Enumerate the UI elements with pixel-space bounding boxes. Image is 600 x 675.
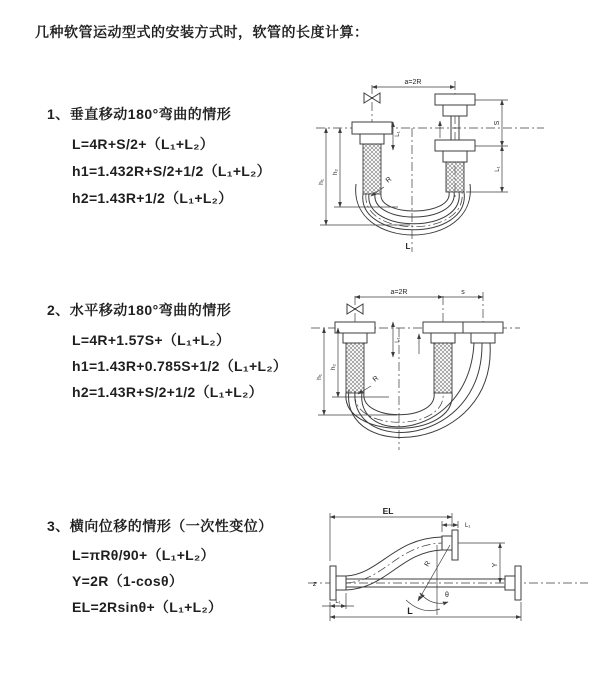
section-1-formula-h2: h2=1.43R+1/2（L₁+L₂） [72, 190, 233, 206]
upper-flange-stub [442, 536, 452, 550]
dim-label-l: L [407, 606, 413, 616]
diagram-lateral-displacement [300, 505, 600, 640]
page-title: 几种软管运动型式的安装方式时，软管的长度计算： [35, 24, 369, 40]
left-flange [330, 566, 346, 600]
radius-label: R [371, 374, 381, 384]
angle-arc [420, 593, 448, 603]
right-fitting [463, 322, 503, 343]
dim-label-s: s [461, 289, 465, 296]
section-3-formula-l: L=πRθ/90+（L₁+L₂） [72, 547, 215, 563]
dim-label-l1-right: L₁ [495, 166, 501, 172]
section-3-formula-el: EL=2Rsinθ+（L₁+L₂） [72, 599, 223, 615]
dim-label-l1-top: L₁ [465, 523, 471, 529]
dim-label-h2: h₂ [330, 363, 337, 371]
radius-label: R [423, 560, 433, 568]
diagram-horizontal-bend [305, 282, 590, 477]
length-label: L [405, 242, 411, 251]
dim-label-y: Y [492, 562, 499, 568]
dim-label-h2: h₂ [332, 168, 339, 176]
dim-label-l1-bottom: L₁ [335, 599, 341, 605]
section-2-formula-h1: h1=1.43R+0.785S+1/2（L₁+L₂） [72, 358, 288, 374]
dim-label-a2r: a=2R [404, 79, 422, 86]
dim-label-l1: L₁ [395, 337, 401, 343]
section-1-formula-h1: h1=1.432R+S/2+1/2（L₁+L₂） [72, 163, 271, 179]
braided-section [346, 343, 364, 393]
braided-section [363, 144, 381, 194]
angle-label: θ [445, 592, 449, 599]
braided-section [434, 343, 452, 393]
left-fitting [352, 122, 392, 194]
centerline-break-mark: z [313, 581, 317, 588]
dim-label-s: S [494, 120, 501, 126]
section-3-formula-y: Y=2R（1-cosθ） [72, 573, 184, 589]
dim-label-h1: h₁ [316, 374, 323, 380]
left-fitting [335, 322, 375, 393]
dim-label-a2r: a=2R [390, 289, 408, 296]
valve-icon [347, 304, 363, 314]
right-fitting [435, 94, 475, 192]
section-1-formula-l: L=4R+S/2+（L₁+L₂） [72, 136, 215, 152]
section-3-heading: 3、横向位移的情形（一次性变位） [47, 518, 273, 534]
dim-label-el: EL [382, 506, 394, 516]
section-2-heading: 2、水平移动180°弯曲的情形 [47, 302, 232, 318]
valve-icon [364, 93, 380, 103]
upper-flange [452, 530, 458, 560]
diagram-vertical-bend [312, 72, 552, 267]
dim-label-h1: h₁ [318, 179, 325, 185]
section-1-heading: 1、垂直移动180°弯曲的情形 [47, 106, 232, 122]
middle-fitting [423, 322, 463, 393]
section-2-formula-h2: h2=1.43R+S/2+1/2（L₁+L₂） [72, 384, 263, 400]
dim-label-l1-left: L₁ [395, 131, 401, 137]
section-2-formula-l: L=4R+1.57S+（L₁+L₂） [72, 332, 231, 348]
braided-section [446, 162, 464, 192]
radius-label: R [384, 175, 394, 185]
